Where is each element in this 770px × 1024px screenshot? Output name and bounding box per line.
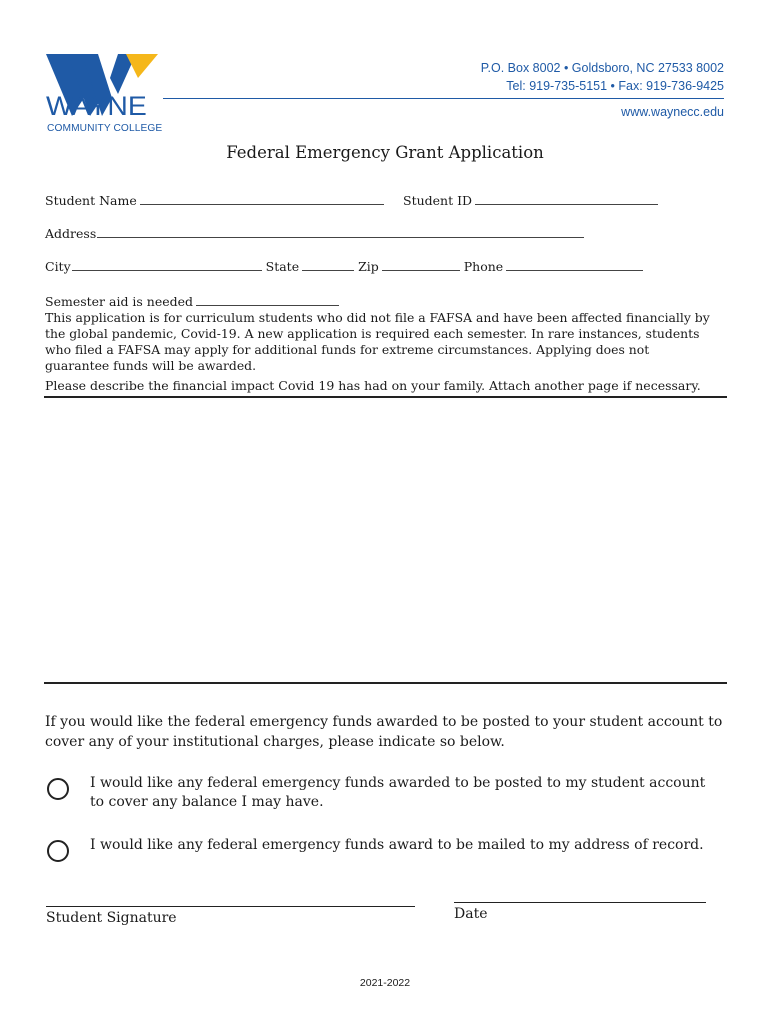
eligibility-description: This application is for curriculum students who did not file a FAFSA and have been affected financially by the global pandemic, Covid-19. A new application is required each semester. In rare instances, students who filed a FAFSA may apply for additional funds for extreme circumstances. Applying does not guarantee funds will be awarded. bbox=[45, 310, 710, 373]
posting-question: If you would like the federal emergency funds awarded to be posted to your student account to cover any of your institutional charges, please indicate so below. bbox=[45, 714, 723, 750]
state-label: State bbox=[265, 259, 300, 274]
city-field[interactable] bbox=[72, 260, 262, 271]
website-link[interactable]: www.waynecc.edu bbox=[621, 105, 724, 119]
date-line[interactable] bbox=[454, 902, 706, 903]
post-to-account-radio[interactable] bbox=[47, 778, 69, 800]
student-id-row bbox=[403, 194, 658, 208]
student-name-row bbox=[45, 194, 384, 208]
city-row bbox=[45, 260, 643, 274]
phone-field[interactable] bbox=[506, 260, 643, 271]
student-id-label: Student ID bbox=[403, 193, 473, 208]
phone-fax: Tel: 919-735-5151 • Fax: 919-736-9425 bbox=[506, 79, 724, 93]
impact-prompt: Please describe the financial impact Covid 19 has had on your family. Attach another page if necessary. bbox=[45, 378, 701, 393]
mailing-address: P.O. Box 8002 • Goldsboro, NC 27533 8002 bbox=[480, 61, 724, 75]
impact-description-area[interactable] bbox=[44, 398, 727, 682]
semester-row bbox=[45, 295, 339, 309]
date-label: Date bbox=[454, 906, 488, 922]
logo-wordmark: WAYNE bbox=[46, 91, 147, 121]
logo-subtitle: COMMUNITY COLLEGE bbox=[47, 123, 163, 134]
post-to-account-label: I would like any federal emergency funds awarded to be posted to my student account to cover any balance I may have. bbox=[90, 775, 706, 810]
semester-label: Semester aid is needed bbox=[45, 294, 194, 309]
mail-to-address-label: I would like any federal emergency funds award to be mailed to my address of record. bbox=[90, 837, 704, 853]
mail-to-address-radio[interactable] bbox=[47, 840, 69, 862]
student-name-label: Student Name bbox=[45, 193, 137, 208]
impact-box-bottom-rule bbox=[44, 682, 727, 684]
signature-label: Student Signature bbox=[46, 910, 177, 926]
form-title: Federal Emergency Grant Application bbox=[226, 143, 544, 162]
signature-line[interactable] bbox=[46, 906, 415, 907]
form-year: 2021-2022 bbox=[359, 977, 411, 989]
address-row bbox=[45, 227, 584, 241]
semester-field[interactable] bbox=[196, 295, 339, 306]
city-label: City bbox=[45, 259, 71, 274]
state-field[interactable] bbox=[302, 260, 354, 271]
student-name-field[interactable] bbox=[140, 194, 384, 205]
address-label: Address bbox=[45, 226, 97, 241]
zip-label: Zip bbox=[358, 259, 379, 274]
student-id-field[interactable] bbox=[475, 194, 658, 205]
phone-label: Phone bbox=[463, 259, 504, 274]
header-divider bbox=[163, 98, 724, 99]
zip-field[interactable] bbox=[382, 260, 460, 271]
address-field[interactable] bbox=[97, 227, 584, 238]
